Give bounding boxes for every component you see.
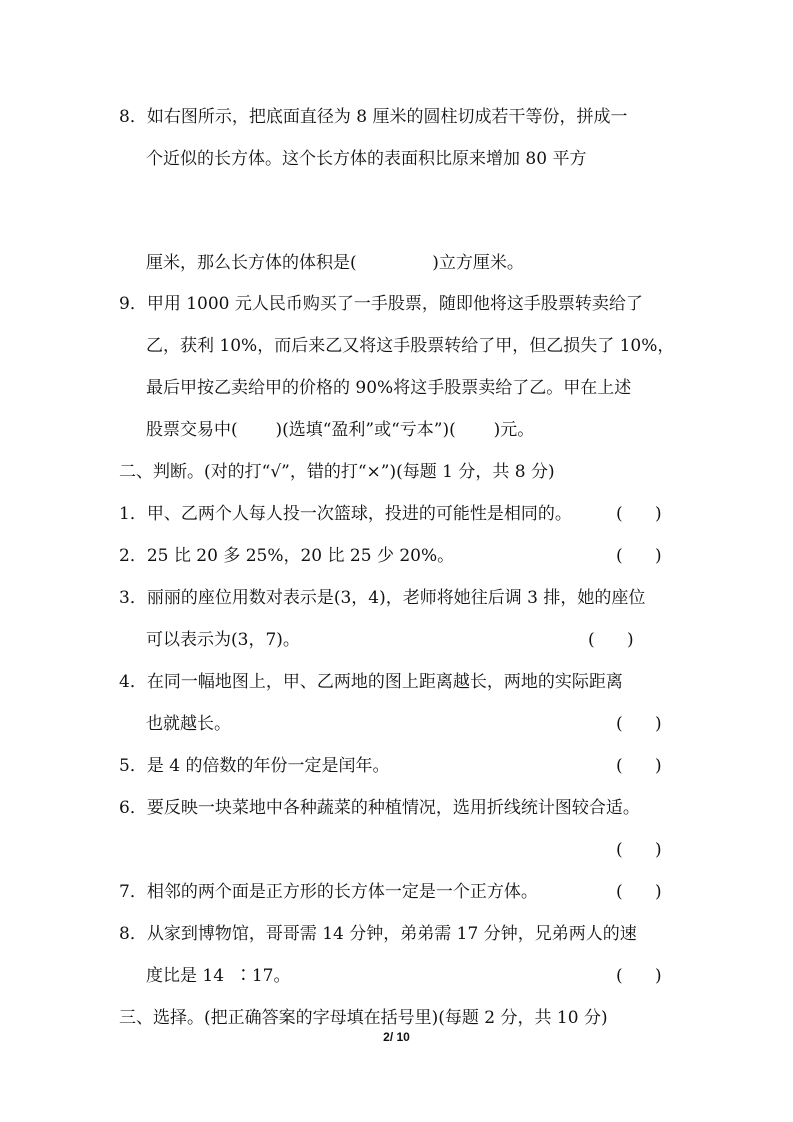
judge-item-5: 5．是 4 的倍数的年份一定是闰年。 (119, 756, 390, 776)
section2-heading: 二、判断。(对的打“√”，错的打“×”)(每题 1 分，共 8 分) (119, 462, 555, 482)
q9-line-4: 股票交易中( )(选填“盈利”或“亏本”)( )元。 (146, 420, 535, 440)
section3-heading: 三、选择。(把正确答案的字母填在括号里)(每题 2 分，共 10 分) (119, 1008, 608, 1028)
answer-paren-7[interactable]: ( ) (616, 882, 662, 902)
judge-item-7: 7．相邻的两个面是正方形的长方体一定是一个正方体。 (119, 882, 538, 902)
judge-item-1: 1．甲、乙两个人每人投一次篮球，投进的可能性是相同的。 (119, 504, 572, 524)
answer-paren-4[interactable]: ( ) (616, 714, 662, 734)
judge-item-4-line-2: 也就越长。 (146, 714, 231, 734)
q9-line-2: 乙，获利 10%，而后来乙又将这手股票转给了甲，但乙损失了 10%， (146, 336, 675, 356)
judge-item-2: 2．25 比 20 多 25%，20 比 25 少 20%。 (119, 546, 455, 566)
judge-item-3-line-2: 可以表示为(3，7)。 (146, 630, 300, 650)
answer-paren-2[interactable]: ( ) (616, 546, 662, 566)
page-number: 2/ 10 (383, 1030, 410, 1044)
q8-line-3: 厘米，那么长方体的体积是( )立方厘米。 (146, 253, 524, 273)
answer-paren-8[interactable]: ( ) (616, 966, 662, 986)
judge-item-6: 6．要反映一块菜地中各种蔬菜的种植情况，选用折线统计图较合适。 (119, 798, 640, 818)
q9-line-1: 9．甲用 1000 元人民币购买了一手股票，随即他将这手股票转卖给了 (119, 294, 643, 314)
answer-paren-3[interactable]: ( ) (588, 630, 634, 650)
judge-item-8-line-2: 度比是 14 ∶17。 (146, 966, 291, 986)
judge-item-4-line-1: 4．在同一幅地图上，甲、乙两地的图上距离越长，两地的实际距离 (119, 672, 623, 692)
answer-paren-1[interactable]: ( ) (616, 504, 662, 524)
q8-line-1: 8．如右图所示，把底面直径为 8 厘米的圆柱切成若干等份，拼成一 (119, 107, 628, 127)
q8-line-2: 个近似的长方体。这个长方体的表面积比原来增加 80 平方 (146, 149, 587, 169)
judge-item-3-line-1: 3．丽丽的座位用数对表示是(3，4)，老师将她往后调 3 排，她的座位 (119, 588, 646, 608)
answer-paren-5[interactable]: ( ) (616, 756, 662, 776)
judge-item-8-line-1: 8．从家到博物馆，哥哥需 14 分钟，弟弟需 17 分钟，兄弟两人的速 (119, 924, 637, 944)
q9-line-3: 最后甲按乙卖给甲的价格的 90%将这手股票卖给了乙。甲在上述 (146, 378, 632, 398)
answer-paren-6[interactable]: ( ) (616, 840, 662, 860)
